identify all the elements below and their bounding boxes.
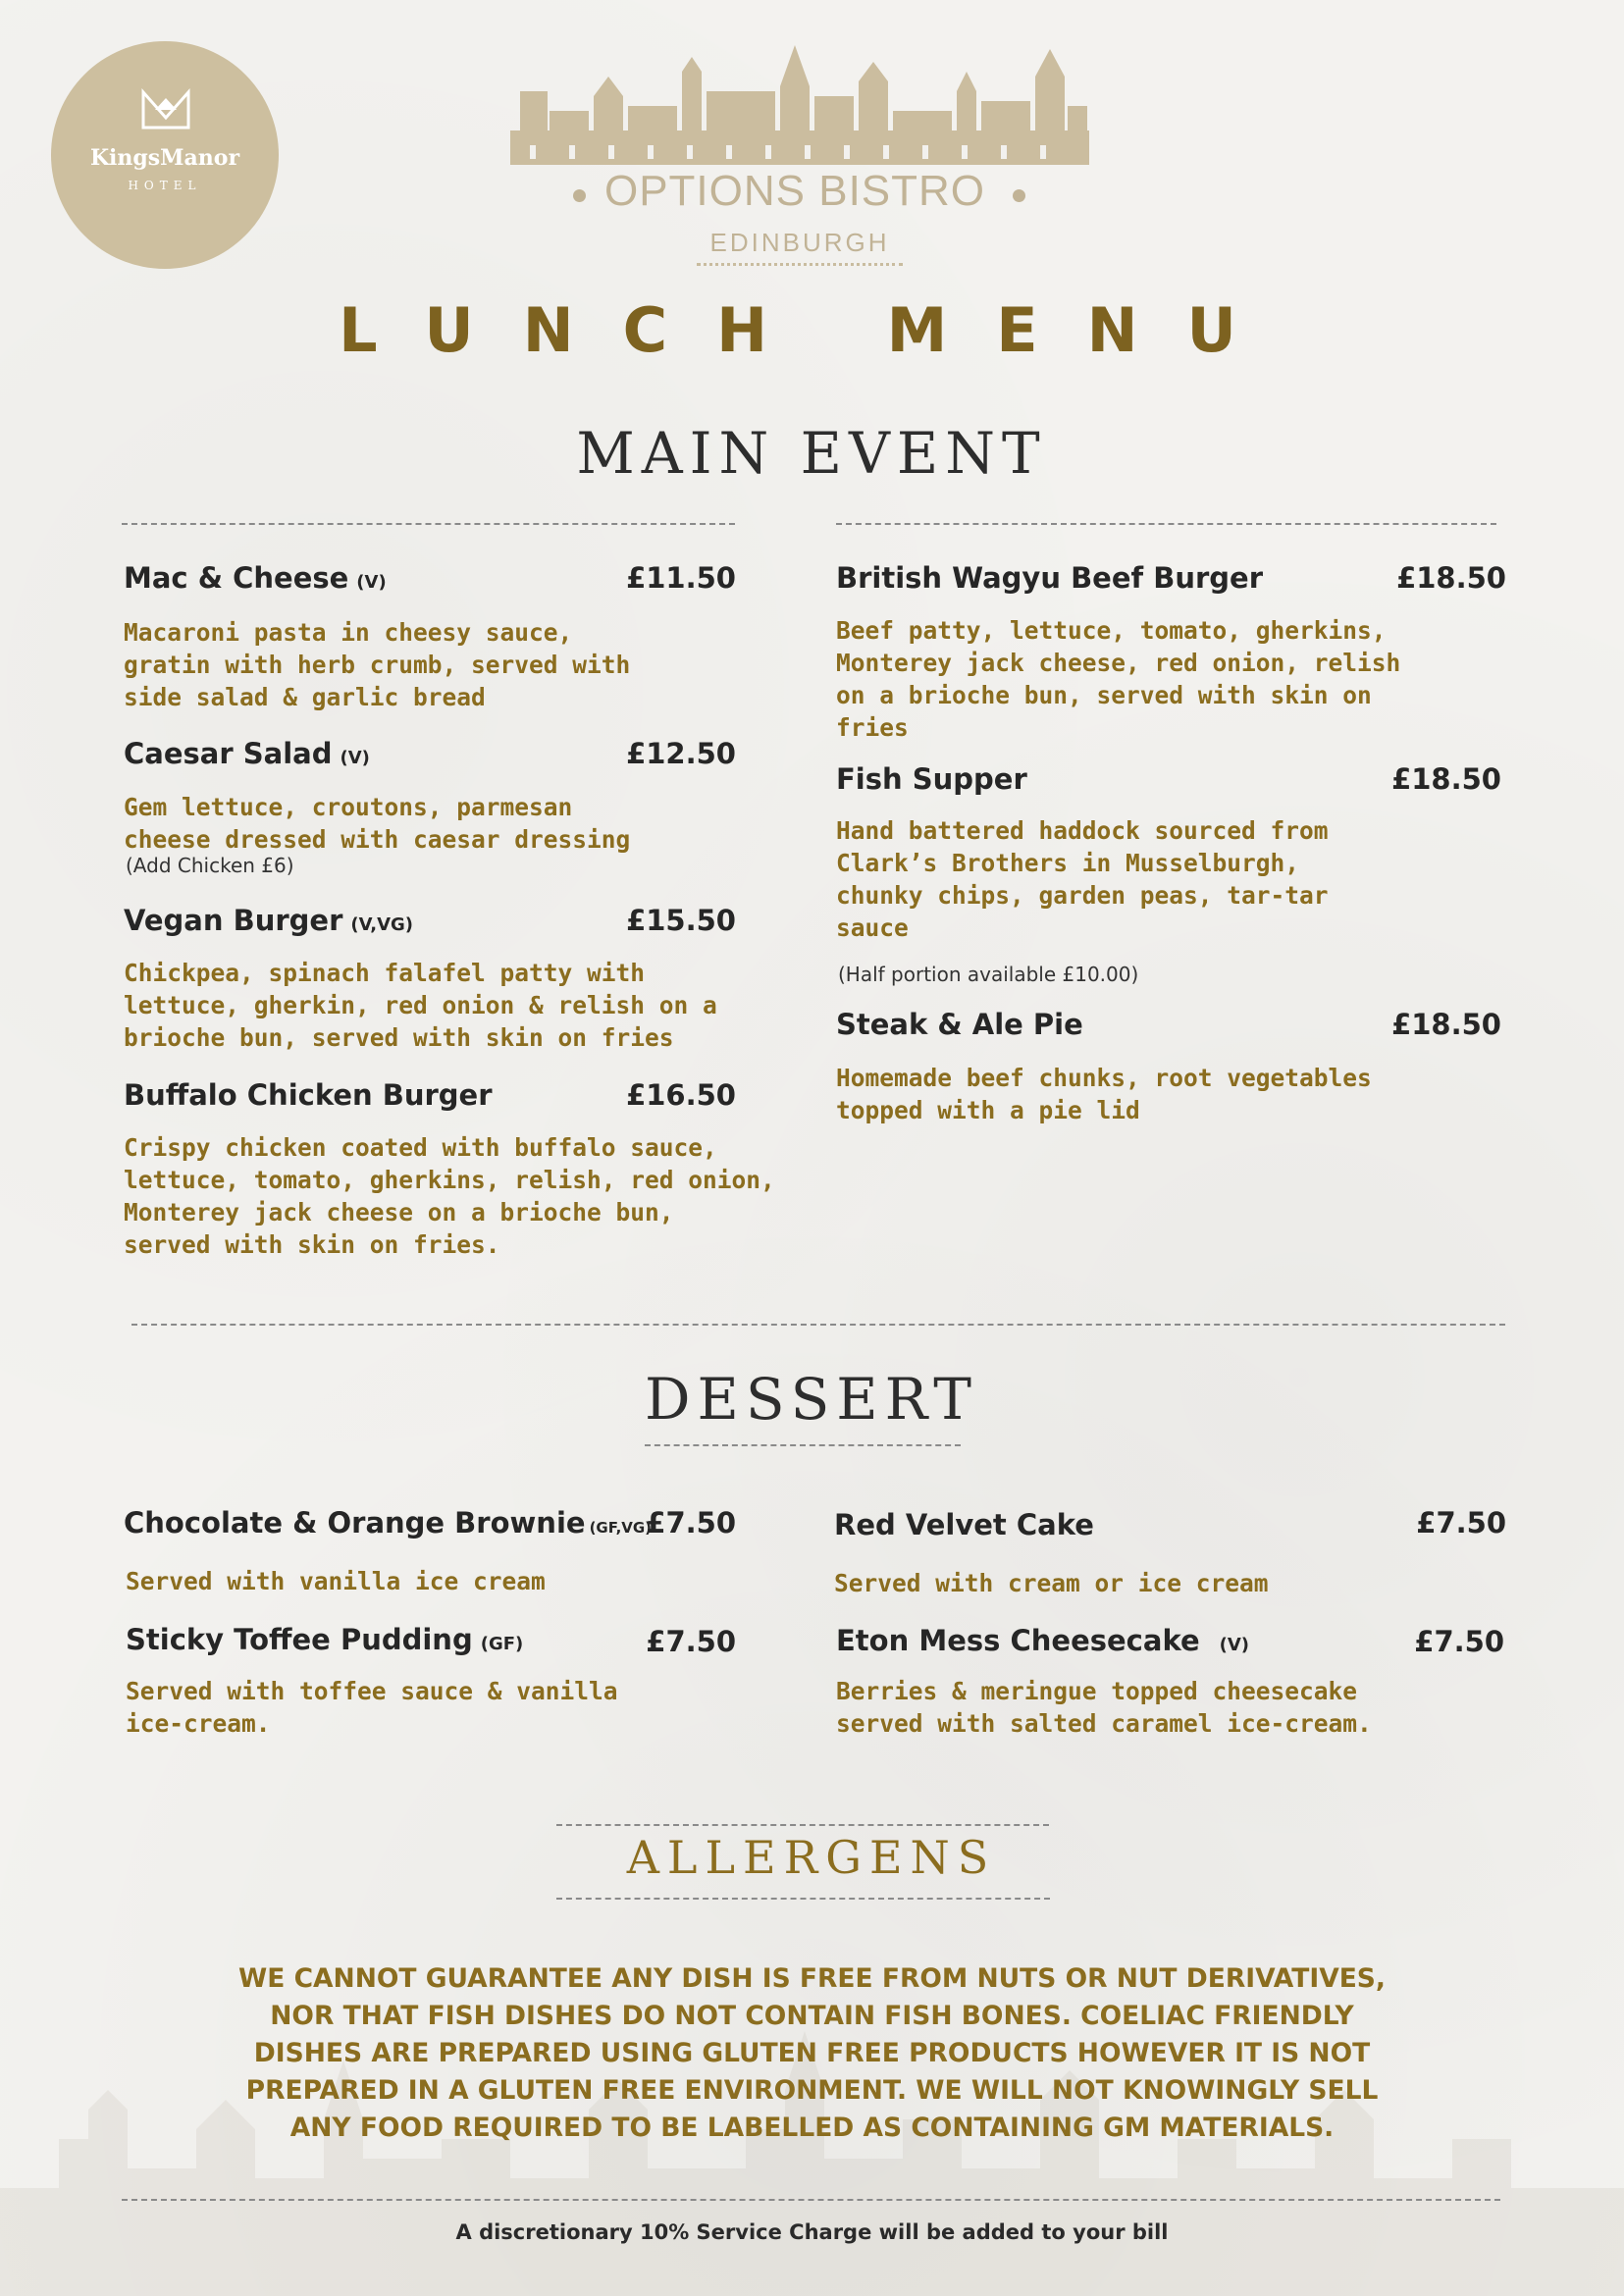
service-charge-note: A discretionary 10% Service Charge will be added to your bill: [455, 2220, 1169, 2244]
bistro-name: OPTIONS BISTRO: [603, 167, 986, 215]
menu-title: LUNCH MENU: [339, 294, 1285, 366]
bistro-city: EDINBURGH: [709, 228, 890, 257]
desc-caesar-salad: Gem lettuce, croutons, parmesan cheese dressed with caesar dressing: [124, 793, 631, 854]
price-wagyu-beef-burger: £18.50: [1396, 561, 1506, 595]
dish-steak-ale-pie: Steak & Ale Pie: [836, 1008, 1083, 1041]
footer-divider: [122, 2199, 1500, 2201]
price-mac-cheese: £11.50: [626, 561, 736, 595]
desc-red-velvet-cake: Served with cream or ice cream: [834, 1569, 1269, 1597]
dish-tag: (GF): [480, 1634, 524, 1654]
price-red-velvet-cake: £7.50: [1416, 1506, 1506, 1539]
desc-mac-cheese: Macaroni pasta in cheesy sauce, gratin with herb crumb, served with side salad & garlic bread: [124, 618, 631, 711]
allergens-bottom-divider: [556, 1898, 1050, 1900]
note-fish-supper: (Half portion available £10.00): [838, 963, 1139, 986]
desc-buffalo-chicken-burger: Crispy chicken coated with buffalo sauce, lettuce, tomato, gherkins, relish, red onion, Monterey jack cheese on a brioche bun, served with skin on fries.: [124, 1133, 775, 1259]
dish-red-velvet-cake: Red Velvet Cake: [834, 1508, 1094, 1541]
dish-vegan-burger: Vegan Burger (V,VG): [124, 904, 413, 937]
dish-chocolate-orange-brownie: Chocolate & Orange Brownie (GF,VG): [124, 1506, 653, 1539]
crown-logo-icon: [141, 88, 190, 130]
desc-vegan-burger: Chickpea, spinach falafel patty with lettuce, gherkin, red onion & relish on a brioche bun, served with skin on fries: [124, 959, 717, 1052]
price-sticky-toffee-pudding: £7.50: [646, 1625, 736, 1658]
price-buffalo-chicken-burger: £16.50: [626, 1078, 736, 1112]
allergens-top-divider: [556, 1824, 1049, 1826]
edinburgh-skyline-illustration: [510, 37, 1089, 170]
dotted-divider: [697, 263, 903, 266]
logo-brand-name: KingsManor: [89, 145, 240, 171]
dish-tag: (GF,VG): [589, 1519, 653, 1537]
dish-buffalo-chicken-burger: Buffalo Chicken Burger: [124, 1078, 493, 1112]
dish-tag: (V): [1219, 1635, 1250, 1655]
dish-sticky-toffee-pudding: Sticky Toffee Pudding (GF): [126, 1623, 524, 1656]
note-caesar-salad: (Add Chicken £6): [126, 854, 294, 877]
dessert-title: DESSERT: [645, 1366, 978, 1433]
hotel-logo: [51, 41, 279, 269]
desc-chocolate-orange-brownie: Served with vanilla ice cream: [126, 1567, 546, 1595]
dish-fish-supper: Fish Supper: [836, 762, 1027, 796]
dish-tag: (V,VG): [350, 914, 413, 935]
dish-tag: (V): [340, 748, 370, 768]
desc-sticky-toffee-pudding: Served with toffee sauce & vanilla ice-cream.: [126, 1677, 618, 1738]
price-chocolate-orange-brownie: £7.50: [646, 1506, 736, 1539]
desc-eton-mess-cheesecake: Berries & meringue topped cheesecake served with salted caramel ice-cream.: [836, 1677, 1372, 1738]
desc-fish-supper: Hand battered haddock sourced from Clark’s Brothers in Musselburgh, chunky chips, garden peas, tar-tar sauce: [836, 816, 1329, 942]
price-caesar-salad: £12.50: [626, 737, 736, 770]
main-event-title: MAIN EVENT: [576, 420, 1047, 487]
price-vegan-burger: £15.50: [626, 904, 736, 937]
section-divider: [131, 1324, 1505, 1326]
price-steak-ale-pie: £18.50: [1391, 1008, 1501, 1041]
dessert-underline: [645, 1444, 961, 1446]
dish-eton-mess-cheesecake: Eton Mess Cheesecake (V): [836, 1624, 1250, 1657]
allergens-title: ALLERGENS: [626, 1831, 997, 1884]
main-right-divider: [836, 523, 1496, 525]
logo-subtitle: HOTEL: [128, 179, 202, 192]
desc-steak-ale-pie: Homemade beef chunks, root vegetables topped with a pie lid: [836, 1064, 1372, 1124]
dish-tag: (V): [356, 572, 387, 593]
dish-caesar-salad: Caesar Salad (V): [124, 737, 370, 770]
main-left-divider: [122, 523, 735, 525]
allergens-text: WE CANNOT GUARANTEE ANY DISH IS FREE FROM NUTS OR NUT DERIVATIVES, NOR THAT FISH DISHES DO NOT CONTAIN FISH BONES. COELIAC FRIENDLY DISHES ARE PREPARED USING GLUTEN FREE PRODUCTS HOWEVER IT IS NOT PREPARED IN A GLUTEN FREE ENVIRONMENT. WE WILL NOT KNOWINGLY SELL ANY FOOD REQUIRED TO BE LABELLED AS CONTAINING GM MATERIALS.: [238, 1963, 1386, 2143]
title-bullet-right: [1013, 189, 1025, 202]
dish-wagyu-beef-burger: British Wagyu Beef Burger: [836, 561, 1264, 595]
dish-mac-cheese: Mac & Cheese (V): [124, 561, 387, 595]
price-fish-supper: £18.50: [1391, 762, 1501, 796]
desc-wagyu-beef-burger: Beef patty, lettuce, tomato, gherkins, Monterey jack cheese, red onion, relish on a brioche bun, served with skin on fries: [836, 616, 1401, 742]
price-eton-mess-cheesecake: £7.50: [1414, 1625, 1504, 1658]
